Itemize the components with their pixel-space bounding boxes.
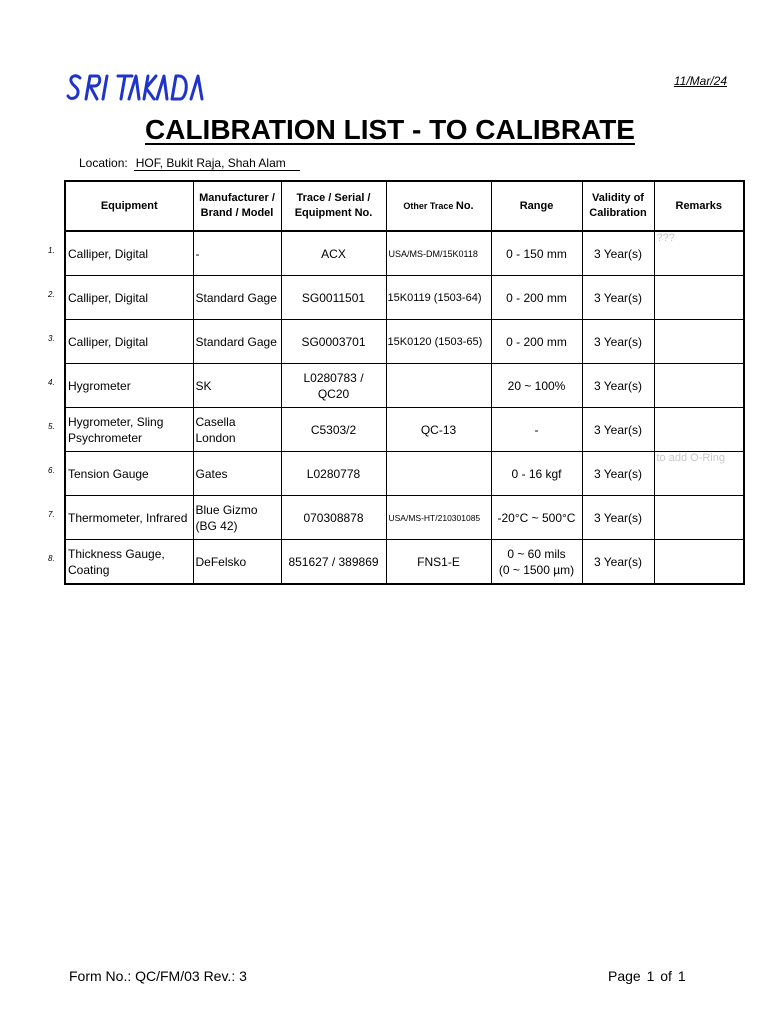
document-title — [0, 114, 768, 146]
col-trace-label-2: Equipment No. — [294, 207, 373, 219]
col-validity-label-2: Calibration — [589, 207, 647, 219]
table-header-row — [65, 181, 744, 231]
cell-other-trace: QC-13 — [386, 408, 491, 452]
cell-validity: 3 Year(s) — [582, 364, 654, 408]
col-equipment-label: Equipment — [100, 199, 158, 212]
cell-serial: L0280783 / QC20 — [281, 364, 386, 408]
cell-other-trace — [386, 364, 491, 408]
cell-range: 0 - 200 mm — [491, 276, 582, 320]
cell-equipment: Thermometer, Infrared — [65, 496, 193, 540]
row-number: 5. — [48, 422, 55, 431]
cell-validity: 3 Year(s) — [582, 276, 654, 320]
company-logo — [66, 68, 216, 112]
cell-other-trace: 15K0120 (1503-65) — [386, 320, 491, 364]
range-line-1: 0 ~ 60 mils — [507, 546, 566, 561]
cell-remarks — [654, 276, 744, 320]
cell-manufacturer: Blue Gizmo (BG 42) — [193, 496, 281, 540]
row-number: 8. — [48, 554, 55, 563]
calibration-table — [64, 180, 745, 585]
table-row — [65, 231, 744, 276]
cell-other-trace: USA/MS-DM/15K0118 — [386, 231, 491, 276]
cell-validity: 3 Year(s) — [582, 408, 654, 452]
cell-serial: SG0011501 — [281, 276, 386, 320]
form-number: Form No.: QC/FM/03 Rev.: 3 — [69, 968, 247, 984]
row-number: 1. — [48, 246, 55, 255]
col-manufacturer — [193, 181, 281, 231]
table-row — [65, 408, 744, 452]
cell-equipment: Tension Gauge — [65, 452, 193, 496]
row-number: 7. — [48, 510, 55, 519]
cell-serial: ACX — [281, 231, 386, 276]
cell-other-trace: 15K0119 (1503-64) — [386, 276, 491, 320]
cell-serial: C5303/2 — [281, 408, 386, 452]
cell-range: - — [491, 408, 582, 452]
cell-remarks — [654, 364, 744, 408]
cell-validity: 3 Year(s) — [582, 231, 654, 276]
cell-serial: 851627 / 389869 — [281, 540, 386, 585]
range-line-2: (0 ~ 1500 µm) — [498, 562, 575, 577]
cell-manufacturer: Gates — [193, 452, 281, 496]
table-row — [65, 496, 744, 540]
col-remarks-label: Remarks — [675, 199, 722, 212]
col-trace-serial — [281, 181, 386, 231]
cell-manufacturer: Standard Gage — [193, 276, 281, 320]
cell-manufacturer: - — [193, 231, 281, 276]
cell-serial: L0280778 — [281, 452, 386, 496]
col-trace-label-1: Trace / Serial / — [296, 192, 371, 204]
col-other-trace-label-a: Other Trace — [403, 200, 456, 211]
col-range — [491, 181, 582, 231]
cell-remarks — [654, 496, 744, 540]
row-number: 2. — [48, 290, 55, 299]
title-text: CALIBRATION LIST - TO CALIBRATE — [145, 114, 635, 145]
cell-validity: 3 Year(s) — [582, 452, 654, 496]
col-other-trace — [386, 181, 491, 231]
cell-manufacturer: Standard Gage — [193, 320, 281, 364]
remark-text: ??? — [656, 232, 675, 244]
cell-remarks — [654, 320, 744, 364]
cell-range: 0 - 16 kgf — [491, 452, 582, 496]
cell-range — [491, 540, 582, 585]
document-date: 11/Mar/24 — [673, 74, 727, 88]
col-range-label: Range — [519, 199, 554, 212]
page-number: Page 1 of 1 — [608, 968, 686, 984]
cell-range: 20 ~ 100% — [491, 364, 582, 408]
col-validity-label-1: Validity of — [592, 192, 644, 204]
table-row — [65, 540, 744, 585]
table-row — [65, 364, 744, 408]
cell-remarks — [654, 231, 744, 276]
cell-manufacturer: SK — [193, 364, 281, 408]
location-label: Location: — [79, 156, 128, 170]
cell-equipment: Thickness Gauge, Coating — [65, 540, 193, 585]
cell-range: 0 - 150 mm — [491, 231, 582, 276]
col-equipment — [65, 181, 193, 231]
cell-range: -20°C ~ 500°C — [491, 496, 582, 540]
cell-remarks — [654, 452, 744, 496]
row-number: 3. — [48, 334, 55, 343]
cell-validity: 3 Year(s) — [582, 496, 654, 540]
cell-other-trace: USA/MS-HT/210301085 — [386, 496, 491, 540]
table-row — [65, 276, 744, 320]
cell-equipment: Calliper, Digital — [65, 276, 193, 320]
cell-equipment: Hygrometer — [65, 364, 193, 408]
cell-validity: 3 Year(s) — [582, 540, 654, 585]
table-row — [65, 452, 744, 496]
col-manufacturer-label-2: Brand / Model — [200, 207, 274, 219]
cell-equipment: Calliper, Digital — [65, 320, 193, 364]
cell-serial: SG0003701 — [281, 320, 386, 364]
remark-text: to add O-Ring — [656, 452, 725, 464]
cell-manufacturer: DeFelsko — [193, 540, 281, 585]
cell-other-trace — [386, 452, 491, 496]
location-value: HOF, Bukit Raja, Shah Alam — [134, 156, 300, 171]
col-validity — [582, 181, 654, 231]
table-row — [65, 320, 744, 364]
cell-equipment: Calliper, Digital — [65, 231, 193, 276]
cell-remarks — [654, 540, 744, 585]
location-line — [79, 156, 300, 171]
col-remarks — [654, 181, 744, 231]
row-number: 6. — [48, 466, 55, 475]
cell-equipment: Hygrometer, Sling Psychrometer — [65, 408, 193, 452]
row-number: 4. — [48, 378, 55, 387]
cell-manufacturer: Casella London — [193, 408, 281, 452]
col-manufacturer-label-1: Manufacturer / — [199, 192, 275, 204]
cell-other-trace: FNS1-E — [386, 540, 491, 585]
cell-serial: 070308878 — [281, 496, 386, 540]
cell-range: 0 - 200 mm — [491, 320, 582, 364]
cell-remarks — [654, 408, 744, 452]
cell-validity: 3 Year(s) — [582, 320, 654, 364]
col-other-trace-label-b: No. — [455, 199, 474, 212]
